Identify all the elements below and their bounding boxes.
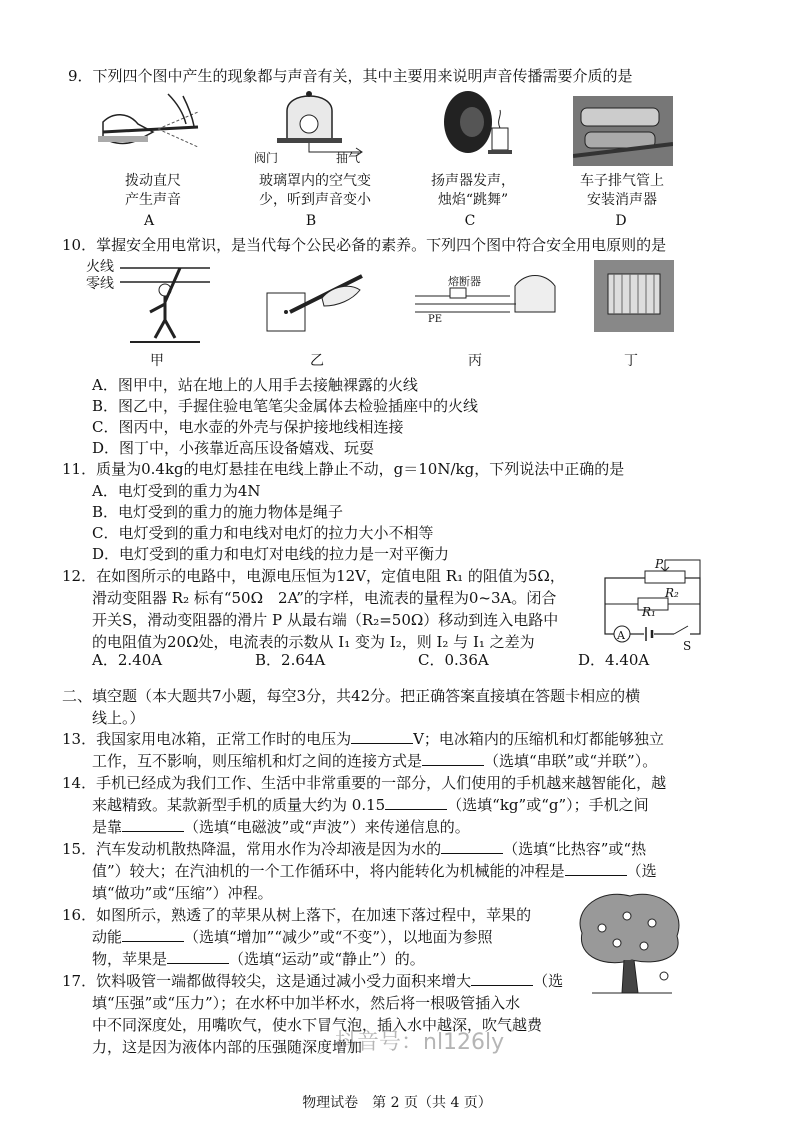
q16-line-1: 16．如图所示，熟透了的苹果从树上落下，在加速下落过程中，苹果的 bbox=[62, 906, 532, 924]
q15-blank-1[interactable] bbox=[441, 839, 503, 854]
q16-line-2: 动能 （选填“增加”“减少”或“不变”），以地面为参照 bbox=[92, 928, 493, 946]
q15-line-2: 值”）较大；在汽油机的一个工作循环中，将内能转化为机械能的冲程是 （选 bbox=[92, 862, 657, 880]
fig-d-caption: 车子排气管上 安装消声器 bbox=[580, 173, 664, 208]
pump-label: 抽气 bbox=[336, 151, 361, 165]
q11-stem: 11．质量为0.4kg的电灯悬挂在电线上静止不动，g＝10N/kg，下列说法中正确的是 bbox=[62, 460, 625, 478]
fig-ding: 丁 bbox=[624, 353, 638, 369]
circuit-label-switch: S bbox=[683, 639, 692, 653]
fuse-label: 熔断器 bbox=[448, 275, 481, 288]
neutral-wire-label: 零线 bbox=[86, 276, 114, 292]
circuit-label-r2: R₂ bbox=[665, 586, 679, 600]
q14-line-3: 是靠 （选填“电磁波”或“声波”）来传递信息的。 bbox=[92, 818, 470, 836]
muffler-figure bbox=[573, 96, 673, 166]
q13-blank-2[interactable] bbox=[422, 751, 484, 766]
q16-blank-1[interactable] bbox=[122, 927, 184, 942]
pe-label: PE bbox=[428, 314, 443, 325]
q12-option-d: D．4.40A bbox=[578, 651, 650, 669]
q17-line-1: 17．饮料吸管一端都做得较尖，这是通过减小受力面积来增大 （选 bbox=[62, 972, 564, 990]
q11-option-b: B．电灯受到的重力的施力物体是绳子 bbox=[92, 503, 344, 521]
q17-blank-1[interactable] bbox=[471, 971, 533, 986]
ruler-figure bbox=[98, 92, 208, 167]
fig-b-letter: B bbox=[305, 213, 317, 229]
q17-line-2: 填“压强”或“压力”）；在水杯中加半杯水，然后将一根吸管插入水 bbox=[92, 994, 521, 1012]
q15-line-1: 15．汽车发动机散热降温，常用水作为冷却液是因为水的 （选填“比热容”或“热 bbox=[62, 840, 647, 858]
circuit-label-ammeter: A bbox=[617, 629, 625, 642]
q12-line-1: 12．在如图所示的电路中，电源电压恒为12V，定值电阻 R₁ 的阻值为5Ω， bbox=[62, 567, 565, 585]
q10-option-d: D．图丁中，小孩靠近高压设备嬉戏、玩耍 bbox=[92, 439, 375, 457]
tester-pen-figure bbox=[262, 268, 372, 338]
q12-option-c: C．0.36A bbox=[418, 651, 489, 669]
q14-line-2: 来越精致。某款新型手机的质量大约为 0.15 （选填“kg”或“g”）；手机之间 bbox=[92, 796, 649, 814]
q17-line-3: 中不同深度处，用嘴吹气，使水下冒气泡，插入水中越深，吹气越费 bbox=[92, 1016, 543, 1034]
q14-blank-2[interactable] bbox=[122, 817, 184, 832]
q14-blank-1[interactable] bbox=[385, 795, 447, 810]
q13-line-2: 工作，互不影响，则压缩机和灯之间的连接方式是 （选填“串联”或“并联”）。 bbox=[92, 752, 658, 770]
fig-a-caption: 拨动直尺 产生声音 bbox=[125, 173, 181, 208]
q13-blank-1[interactable] bbox=[351, 729, 413, 744]
apple-tree-figure bbox=[572, 888, 687, 1003]
fig-c-caption: 扬声器发声， 烛焰“跳舞” bbox=[431, 173, 515, 208]
live-wire-label: 火线 bbox=[86, 259, 114, 275]
q11-option-d: D．电灯受到的重力和电灯对电线的拉力是一对平衡力 bbox=[92, 545, 450, 563]
q12-option-b: B．2.64A bbox=[255, 651, 326, 669]
fig-a-letter: A bbox=[143, 213, 155, 229]
valve-label: 阀门 bbox=[254, 151, 279, 165]
circuit-label-r1: R₁ bbox=[642, 605, 656, 619]
high-voltage-figure bbox=[594, 260, 674, 332]
q12-option-a: A．2.40A bbox=[92, 651, 163, 669]
q12-line-4: 的电阻值为20Ω处，电流表的示数从 I₁ 变为 I₂，则 I₂ 与 I₁ 之差为 bbox=[92, 633, 535, 651]
page-footer: 物理试卷 第 2 页（共 4 页） bbox=[302, 1095, 492, 1111]
q15-line-3: 填“做功”或“压缩”）冲程。 bbox=[92, 884, 273, 902]
q11-option-c: C．电灯受到的重力和电线对电灯的拉力大小不相等 bbox=[92, 524, 434, 542]
fig-yi: 乙 bbox=[310, 353, 324, 369]
person-touching-wire-figure bbox=[120, 260, 210, 345]
fig-c-letter: C bbox=[464, 213, 476, 229]
circuit-label-p: P bbox=[655, 557, 664, 571]
q10-option-c: C．图丙中，电水壶的外壳与保护接地线相连接 bbox=[92, 418, 404, 436]
q12-line-3: 开关S，滑动变阻器的滑片 P 从最右端（R₂=50Ω）移动到连入电路中 bbox=[92, 611, 559, 629]
q9-stem: 9．下列四个图中产生的现象都与声音有关，其中主要用来说明声音传播需要介质的是 bbox=[68, 67, 633, 85]
q15-blank-2[interactable] bbox=[565, 861, 627, 876]
fig-d-letter: D bbox=[615, 213, 627, 229]
q14-line-1: 14．手机已经成为我们工作、生活中非常重要的一部分，人们使用的手机越来越智能化，越 bbox=[62, 774, 667, 792]
fig-b-caption: 玻璃罩内的空气变 少，听到声音变小 bbox=[259, 173, 371, 208]
section-2-heading: 二、填空题（本大题共7小题，每空3分，共42分。把正确答案直接填在答题卡相应的横 bbox=[62, 687, 641, 705]
speaker-candle-figure bbox=[430, 88, 520, 160]
section-2-heading-cont: 线上。） bbox=[92, 709, 145, 727]
q10-option-a: A．图甲中，站在地上的人用手去接触裸露的火线 bbox=[92, 376, 418, 394]
q17-line-4: 力，这是因为液体内部的压强随深度增加 bbox=[92, 1038, 363, 1056]
fig-bing: 丙 bbox=[468, 353, 482, 369]
bell-jar-figure bbox=[262, 86, 382, 156]
q10-option-b: B．图乙中，手握住验电笔笔尖金属体去检验插座中的火线 bbox=[92, 397, 479, 415]
q11-option-a: A．电灯受到的重力为4N bbox=[92, 482, 261, 500]
q16-line-3: 物，苹果是 （选填“运动”或“静止”）的。 bbox=[92, 950, 425, 968]
q16-blank-2[interactable] bbox=[167, 949, 229, 964]
q12-line-2: 滑动变阻器 R₂ 标有“50Ω 2A”的字样，电流表的量程为0~3A。闭合 bbox=[92, 589, 557, 607]
watermark: 抖音号：nl126ly bbox=[335, 1030, 505, 1055]
q10-stem: 10．掌握安全用电常识，是当代每个公民必备的素养。下列四个图中符合安全用电原则的是 bbox=[62, 236, 667, 254]
q13-line-1: 13．我国家用电冰箱，正常工作时的电压为 V；电冰箱内的压缩机和灯都能够独立 bbox=[62, 730, 664, 748]
fig-jia: 甲 bbox=[150, 353, 164, 369]
